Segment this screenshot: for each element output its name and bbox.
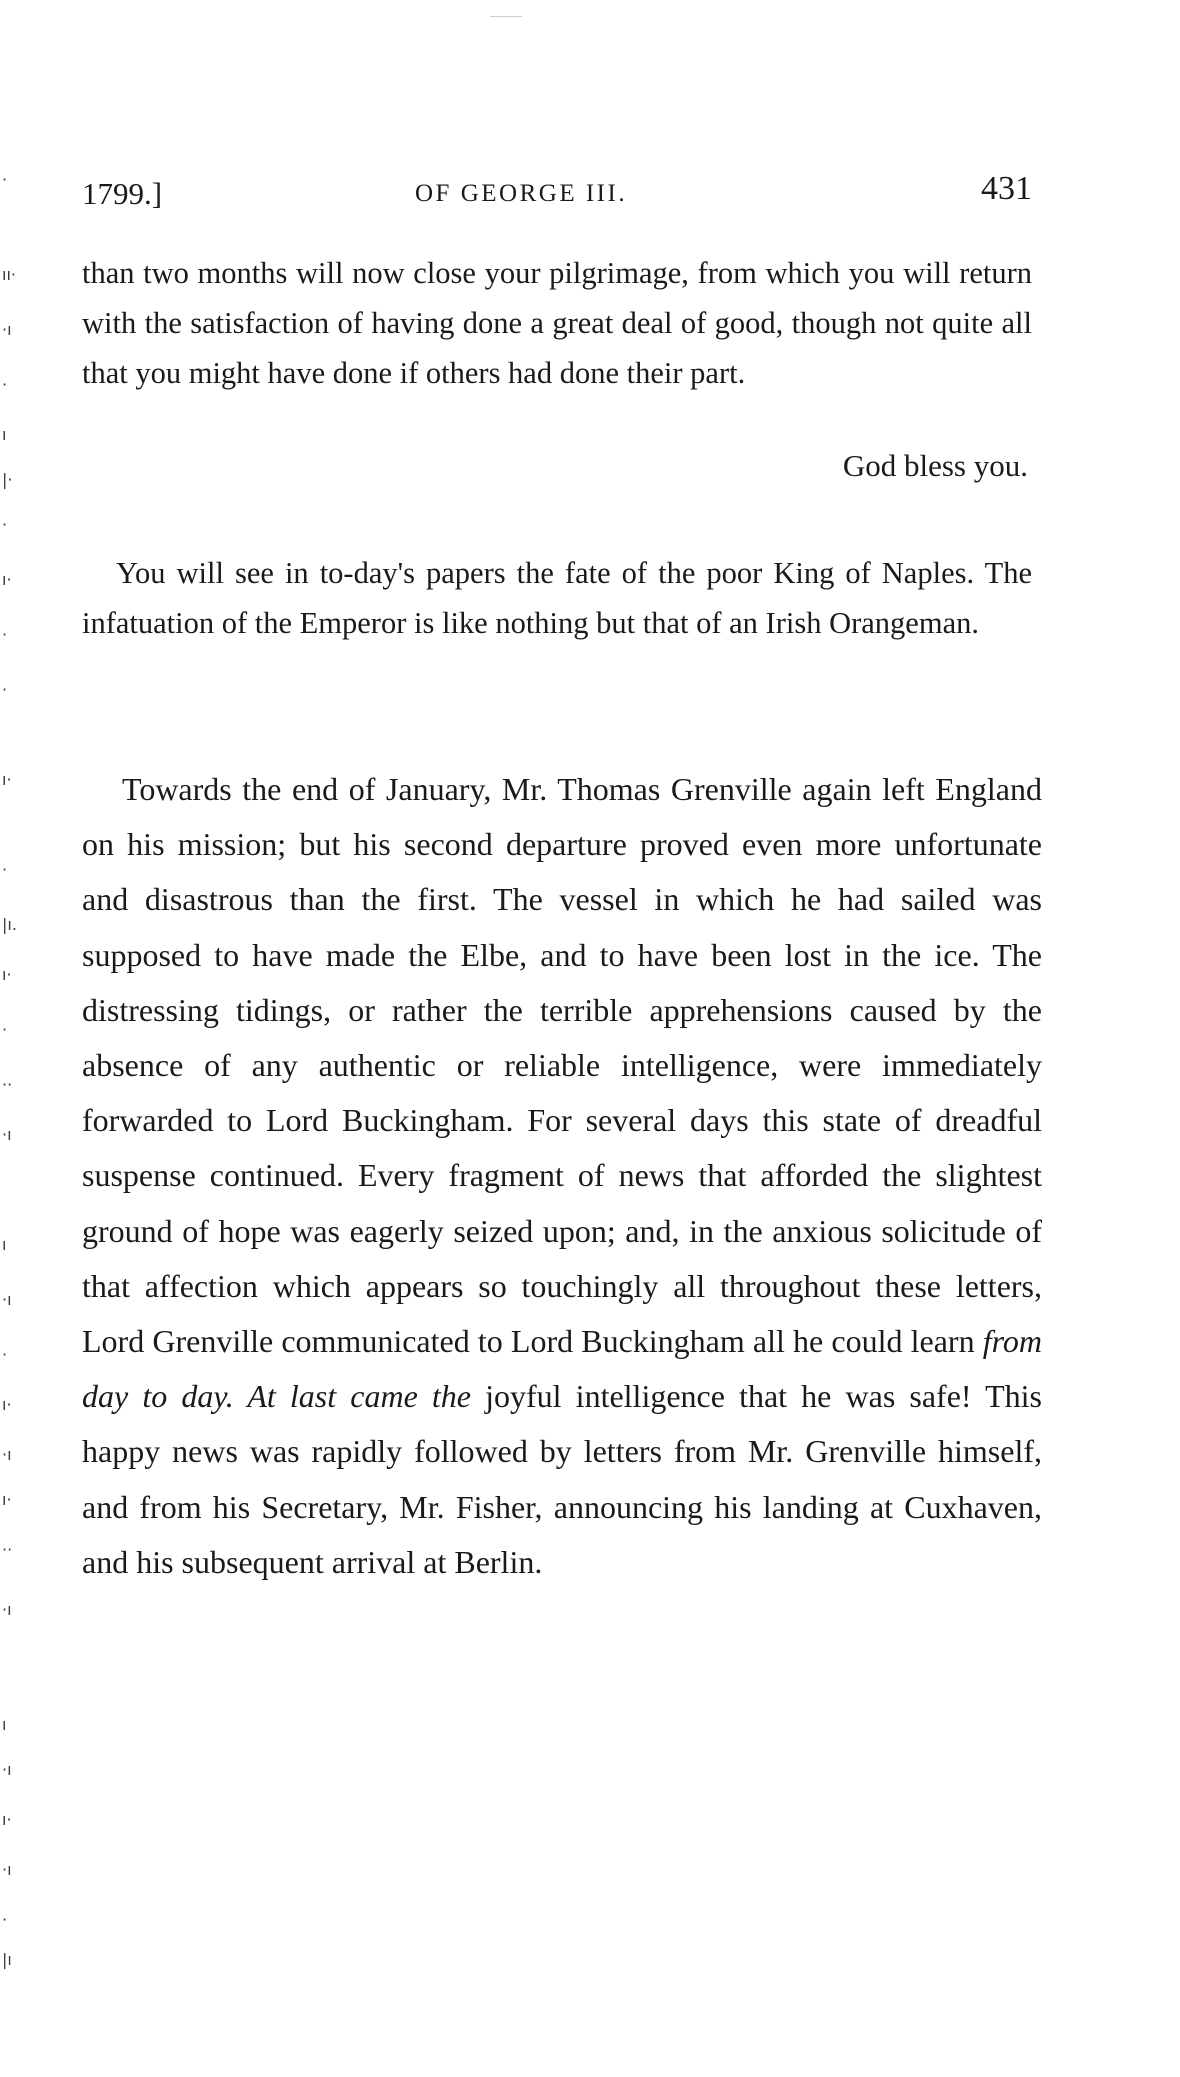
gutter-mark: · [2, 515, 8, 534]
gutter-bleed-marks [2, 170, 38, 1970]
gutter-mark: ·ı [2, 1125, 12, 1144]
gutter-mark: |ı [2, 1950, 12, 1969]
gutter-mark: ·ı [2, 1860, 12, 1879]
gutter-mark: ·· [2, 1540, 13, 1559]
gutter-mark: · [2, 1345, 8, 1364]
running-head [82, 168, 1032, 218]
narrative [82, 762, 1042, 1590]
gutter-mark: · [2, 625, 8, 644]
gutter-mark: · [2, 680, 8, 699]
gutter-mark: |ı. [2, 915, 17, 934]
postscript [82, 548, 1032, 648]
gutter-mark: ıı· [2, 265, 16, 284]
gutter-mark: ı· [2, 570, 12, 589]
gutter-mark: ·ı [2, 1600, 12, 1619]
gutter-mark: ı· [2, 770, 12, 789]
gutter-mark: ·ı [2, 320, 12, 339]
letter-paragraph: than two months will now close your pilgrimage, from which you will return with the satisfaction of having done a great deal of good, though not quite all that you might have done if others had done their part. [82, 256, 1032, 390]
running-head-title: OF GEORGE III. [415, 180, 628, 207]
gutter-mark: ı· [2, 1810, 12, 1829]
gutter-mark: ·· [2, 1075, 13, 1094]
gutter-mark: ı· [2, 1490, 12, 1509]
gutter-mark: ·ı [2, 1760, 12, 1779]
gutter-mark: |· [2, 470, 13, 489]
letter-closing: God bless you. [842, 448, 1028, 483]
postscript-paragraph: You will see in to-day's papers the fate of the poor King of Naples. The infatuation of the Emperor is like nothing but that of an Irish Orangeman. [82, 556, 1032, 640]
gutter-mark: ·ı [2, 1290, 12, 1309]
gutter-mark: ı· [2, 965, 12, 984]
gutter-mark: · [2, 1910, 8, 1929]
letter-continuation [82, 248, 1032, 398]
gutter-mark: ı [2, 425, 7, 444]
gutter-mark: ı· [2, 1395, 12, 1414]
narrative-italic-text: from day to day. At last came the [82, 1323, 1043, 1415]
gutter-mark: ı [2, 1715, 7, 1734]
gutter-mark: · [2, 1020, 8, 1039]
top-scan-mark [490, 16, 522, 17]
narrative-text-start: Towards the end of January, Mr. Thomas Grenville again left England on his mission; but his second departure proved even more unfortunate and disastrous than the first. The vessel in which he had sailed was supposed to have made the Elbe, and to have been lost in the ice. The distressing tidings, or rather the terrible apprehensions caused by the absence of any authentic or reliable intelligence, were immediately forwarded to Lord Buckingham. For several days this state of dreadful suspense continued. Every fragment of news that afforded the slightest ground of hope was eagerly seized upon; and, in the anxious solicitude of that affection which appears so touchingly all throughout these letters, Lord Grenville communicated to Lord Buckingham all he could learn [82, 771, 1042, 1360]
page-number: 431 [981, 170, 1032, 207]
gutter-mark: · [2, 860, 8, 879]
running-head-year: 1799.] [82, 176, 163, 211]
gutter-mark: · [2, 375, 8, 394]
gutter-mark: ı [2, 1235, 7, 1254]
gutter-mark: ·ı [2, 1445, 12, 1464]
narrative-text-end: joyful intelligence that he was safe! This happy news was rapidly followed by letters from Mr. Grenville himself, and from his Secretary, Mr. Fisher, announcing his landing at Cuxhaven, and his subsequent arrival at Berlin. [82, 1378, 1042, 1580]
narrative-paragraph [82, 762, 1042, 1590]
gutter-mark: · [2, 170, 8, 189]
